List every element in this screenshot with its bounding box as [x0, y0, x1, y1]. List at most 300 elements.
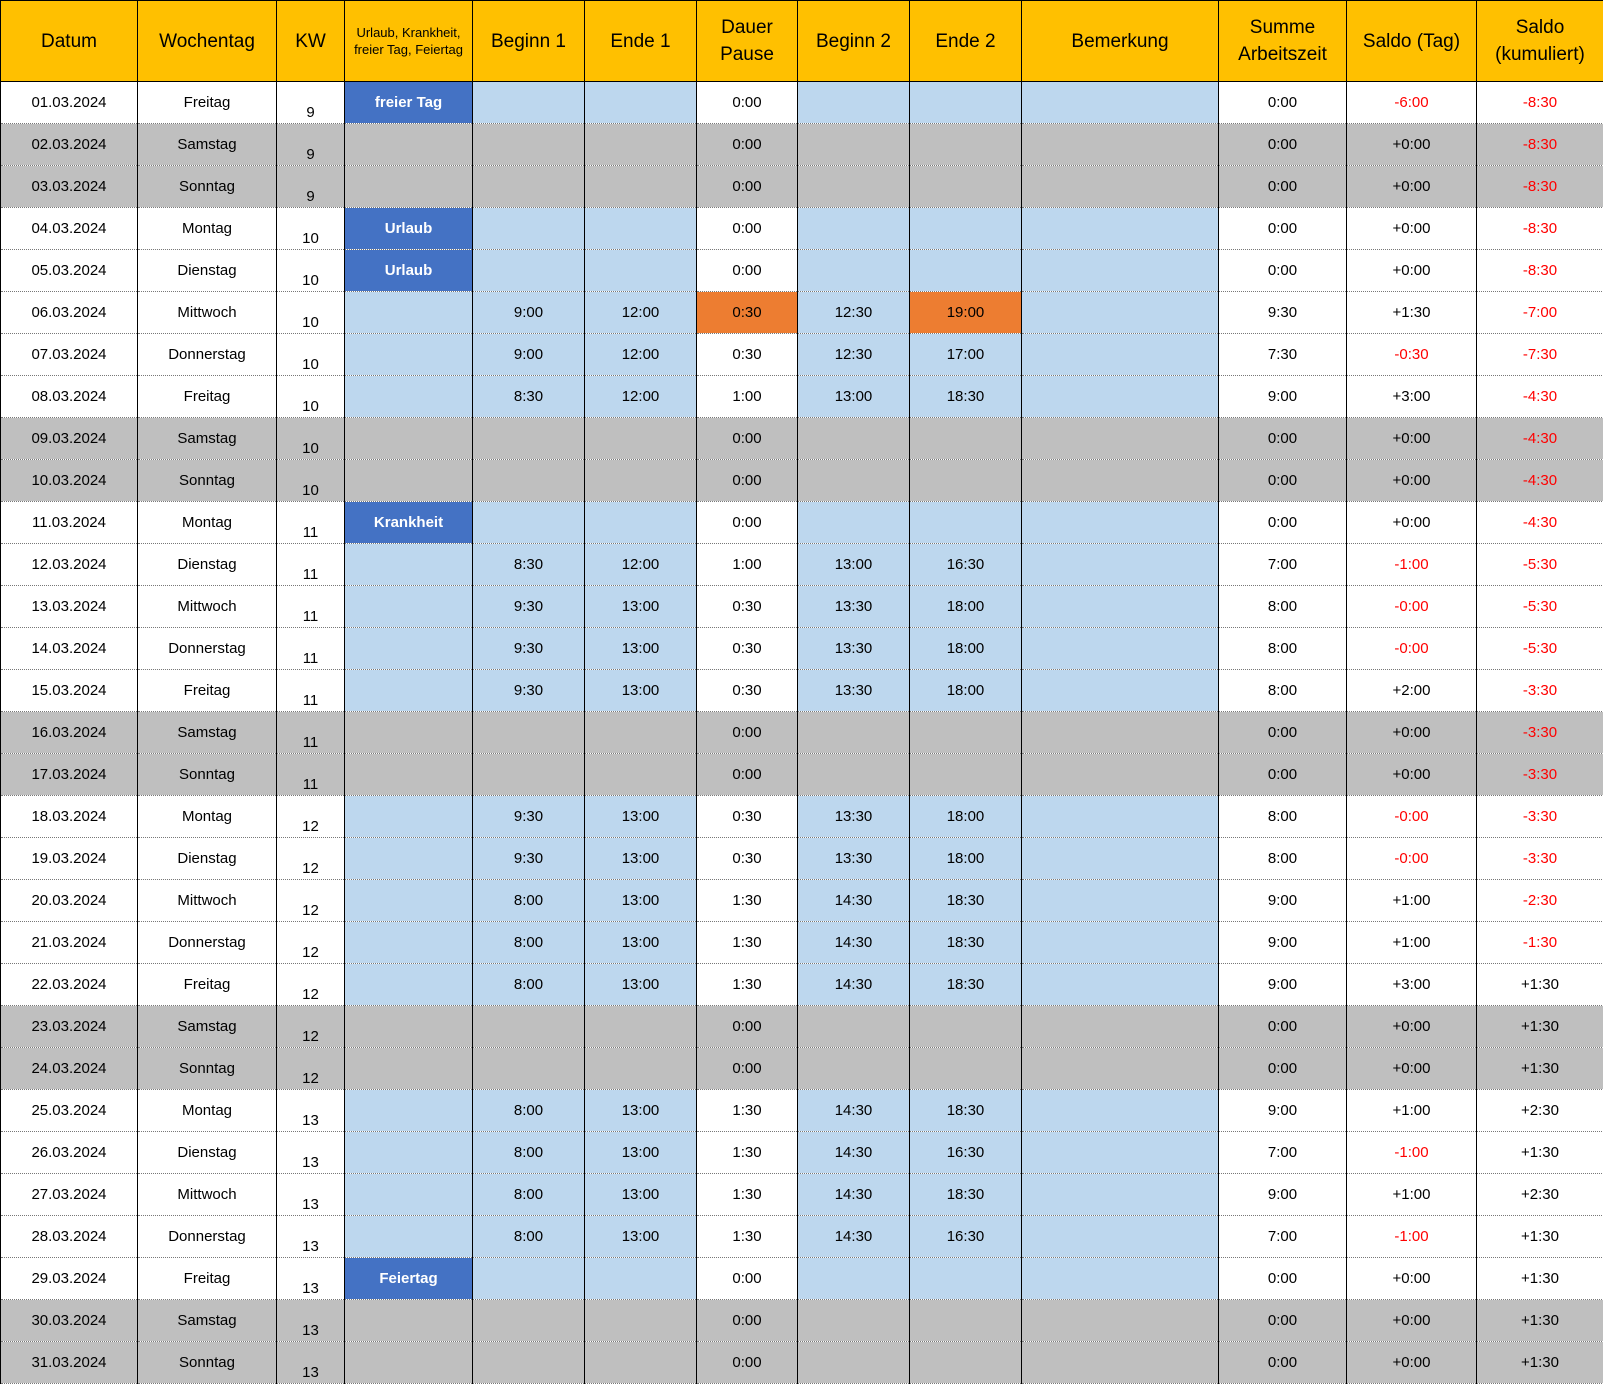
cell-bemerkung[interactable]	[1022, 1174, 1219, 1216]
cell-absence-type[interactable]	[345, 1006, 473, 1048]
header-ende-1[interactable]: Ende 1	[585, 1, 697, 82]
cell-ende-1[interactable]	[585, 712, 697, 754]
cell-ende-1[interactable]	[585, 166, 697, 208]
cell-datum[interactable]: 11.03.2024	[1, 502, 138, 544]
cell-beginn-1[interactable]: 9:30	[473, 796, 585, 838]
cell-beginn-2[interactable]: 14:30	[798, 922, 910, 964]
cell-beginn-1[interactable]	[473, 208, 585, 250]
cell-wochentag[interactable]: Freitag	[138, 376, 277, 418]
cell-absence-type[interactable]: Krankheit	[345, 502, 473, 544]
cell-saldo-kumuliert[interactable]: -3:30	[1477, 712, 1603, 754]
cell-kw[interactable]: 10	[277, 460, 345, 502]
cell-ende-2[interactable]	[910, 1048, 1022, 1090]
cell-ende-1[interactable]: 13:00	[585, 670, 697, 712]
cell-datum[interactable]: 21.03.2024	[1, 922, 138, 964]
cell-datum[interactable]: 01.03.2024	[1, 82, 138, 124]
cell-datum[interactable]: 12.03.2024	[1, 544, 138, 586]
cell-beginn-1[interactable]: 8:00	[473, 1174, 585, 1216]
cell-absence-type[interactable]	[345, 1300, 473, 1342]
cell-summe-arbeitszeit[interactable]: 0:00	[1219, 166, 1347, 208]
cell-absence-type[interactable]	[345, 544, 473, 586]
cell-kw[interactable]: 9	[277, 124, 345, 166]
cell-kw[interactable]: 12	[277, 796, 345, 838]
cell-dauer-pause[interactable]: 1:30	[697, 922, 798, 964]
cell-summe-arbeitszeit[interactable]: 0:00	[1219, 1300, 1347, 1342]
cell-ende-2[interactable]	[910, 1006, 1022, 1048]
header-datum[interactable]: Datum	[1, 1, 138, 82]
cell-wochentag[interactable]: Montag	[138, 502, 277, 544]
cell-kw[interactable]: 11	[277, 754, 345, 796]
cell-wochentag[interactable]: Donnerstag	[138, 922, 277, 964]
cell-datum[interactable]: 03.03.2024	[1, 166, 138, 208]
cell-beginn-2[interactable]	[798, 1258, 910, 1300]
cell-ende-1[interactable]	[585, 250, 697, 292]
cell-bemerkung[interactable]	[1022, 670, 1219, 712]
cell-beginn-2[interactable]: 14:30	[798, 880, 910, 922]
cell-kw[interactable]: 12	[277, 838, 345, 880]
cell-bemerkung[interactable]	[1022, 1216, 1219, 1258]
cell-dauer-pause[interactable]: 1:00	[697, 376, 798, 418]
cell-ende-2[interactable]	[910, 250, 1022, 292]
cell-ende-2[interactable]: 16:30	[910, 1132, 1022, 1174]
cell-absence-type[interactable]	[345, 880, 473, 922]
cell-beginn-1[interactable]: 9:30	[473, 628, 585, 670]
cell-summe-arbeitszeit[interactable]: 9:00	[1219, 922, 1347, 964]
cell-beginn-1[interactable]	[473, 1006, 585, 1048]
cell-saldo-kumuliert[interactable]: -2:30	[1477, 880, 1603, 922]
cell-wochentag[interactable]: Montag	[138, 208, 277, 250]
cell-ende-1[interactable]	[585, 1006, 697, 1048]
cell-bemerkung[interactable]	[1022, 922, 1219, 964]
cell-saldo-tag[interactable]: +1:00	[1347, 880, 1477, 922]
cell-beginn-2[interactable]: 13:30	[798, 796, 910, 838]
cell-datum[interactable]: 13.03.2024	[1, 586, 138, 628]
cell-summe-arbeitszeit[interactable]: 0:00	[1219, 754, 1347, 796]
header-saldo-kumuliert[interactable]: Saldo (kumuliert)	[1477, 1, 1603, 82]
header-summe-arbeitszeit[interactable]: Summe Arbeitszeit	[1219, 1, 1347, 82]
cell-bemerkung[interactable]	[1022, 166, 1219, 208]
cell-saldo-kumuliert[interactable]: -4:30	[1477, 418, 1603, 460]
cell-summe-arbeitszeit[interactable]: 0:00	[1219, 208, 1347, 250]
cell-ende-2[interactable]: 19:00	[910, 292, 1022, 334]
cell-beginn-1[interactable]	[473, 502, 585, 544]
cell-kw[interactable]: 10	[277, 292, 345, 334]
cell-wochentag[interactable]: Mittwoch	[138, 586, 277, 628]
cell-saldo-kumuliert[interactable]: -8:30	[1477, 250, 1603, 292]
cell-kw[interactable]: 11	[277, 586, 345, 628]
cell-saldo-tag[interactable]: +0:00	[1347, 460, 1477, 502]
cell-saldo-tag[interactable]: -0:00	[1347, 796, 1477, 838]
cell-bemerkung[interactable]	[1022, 460, 1219, 502]
cell-summe-arbeitszeit[interactable]: 0:00	[1219, 82, 1347, 124]
cell-absence-type[interactable]	[345, 376, 473, 418]
cell-ende-2[interactable]: 18:00	[910, 586, 1022, 628]
cell-saldo-kumuliert[interactable]: -3:30	[1477, 838, 1603, 880]
cell-ende-1[interactable]	[585, 208, 697, 250]
cell-beginn-2[interactable]	[798, 1300, 910, 1342]
cell-ende-1[interactable]	[585, 1342, 697, 1384]
cell-wochentag[interactable]: Sonntag	[138, 460, 277, 502]
cell-ende-1[interactable]: 13:00	[585, 586, 697, 628]
cell-saldo-kumuliert[interactable]: -3:30	[1477, 754, 1603, 796]
cell-dauer-pause[interactable]: 0:00	[697, 1006, 798, 1048]
cell-saldo-kumuliert[interactable]: -8:30	[1477, 208, 1603, 250]
cell-dauer-pause[interactable]: 0:00	[697, 418, 798, 460]
cell-datum[interactable]: 30.03.2024	[1, 1300, 138, 1342]
cell-dauer-pause[interactable]: 0:00	[697, 712, 798, 754]
cell-absence-type[interactable]	[345, 712, 473, 754]
cell-summe-arbeitszeit[interactable]: 9:00	[1219, 880, 1347, 922]
cell-wochentag[interactable]: Freitag	[138, 670, 277, 712]
cell-saldo-kumuliert[interactable]: +1:30	[1477, 1300, 1603, 1342]
cell-saldo-kumuliert[interactable]: +1:30	[1477, 964, 1603, 1006]
cell-saldo-kumuliert[interactable]: -8:30	[1477, 166, 1603, 208]
cell-ende-2[interactable]: 18:30	[910, 922, 1022, 964]
cell-datum[interactable]: 17.03.2024	[1, 754, 138, 796]
cell-wochentag[interactable]: Freitag	[138, 82, 277, 124]
cell-bemerkung[interactable]	[1022, 208, 1219, 250]
cell-ende-1[interactable]: 12:00	[585, 376, 697, 418]
cell-kw[interactable]: 13	[277, 1132, 345, 1174]
cell-saldo-tag[interactable]: -0:00	[1347, 628, 1477, 670]
cell-saldo-kumuliert[interactable]: -5:30	[1477, 544, 1603, 586]
cell-beginn-1[interactable]: 8:00	[473, 964, 585, 1006]
cell-ende-2[interactable]	[910, 1300, 1022, 1342]
cell-summe-arbeitszeit[interactable]: 8:00	[1219, 586, 1347, 628]
cell-datum[interactable]: 06.03.2024	[1, 292, 138, 334]
cell-ende-2[interactable]	[910, 754, 1022, 796]
header-bemerkung[interactable]: Bemerkung	[1022, 1, 1219, 82]
cell-datum[interactable]: 31.03.2024	[1, 1342, 138, 1384]
cell-dauer-pause[interactable]: 0:30	[697, 838, 798, 880]
cell-summe-arbeitszeit[interactable]: 0:00	[1219, 1342, 1347, 1384]
cell-wochentag[interactable]: Mittwoch	[138, 1174, 277, 1216]
cell-ende-1[interactable]	[585, 460, 697, 502]
cell-absence-type[interactable]	[345, 418, 473, 460]
cell-kw[interactable]: 13	[277, 1216, 345, 1258]
cell-bemerkung[interactable]	[1022, 628, 1219, 670]
cell-ende-1[interactable]	[585, 754, 697, 796]
cell-beginn-1[interactable]	[473, 1048, 585, 1090]
cell-dauer-pause[interactable]: 0:00	[697, 82, 798, 124]
cell-summe-arbeitszeit[interactable]: 7:00	[1219, 1132, 1347, 1174]
cell-saldo-tag[interactable]: +0:00	[1347, 1300, 1477, 1342]
cell-beginn-1[interactable]: 9:30	[473, 838, 585, 880]
cell-datum[interactable]: 23.03.2024	[1, 1006, 138, 1048]
cell-ende-2[interactable]: 18:30	[910, 880, 1022, 922]
cell-saldo-tag[interactable]: +0:00	[1347, 418, 1477, 460]
cell-wochentag[interactable]: Samstag	[138, 712, 277, 754]
cell-beginn-2[interactable]: 14:30	[798, 1216, 910, 1258]
cell-beginn-1[interactable]	[473, 82, 585, 124]
cell-beginn-1[interactable]: 9:00	[473, 334, 585, 376]
cell-bemerkung[interactable]	[1022, 124, 1219, 166]
cell-bemerkung[interactable]	[1022, 754, 1219, 796]
cell-bemerkung[interactable]	[1022, 796, 1219, 838]
cell-beginn-2[interactable]	[798, 124, 910, 166]
cell-ende-1[interactable]: 13:00	[585, 628, 697, 670]
cell-ende-1[interactable]	[585, 502, 697, 544]
cell-absence-type[interactable]	[345, 754, 473, 796]
cell-beginn-1[interactable]	[473, 250, 585, 292]
cell-beginn-1[interactable]	[473, 754, 585, 796]
cell-bemerkung[interactable]	[1022, 82, 1219, 124]
cell-bemerkung[interactable]	[1022, 1258, 1219, 1300]
cell-summe-arbeitszeit[interactable]: 0:00	[1219, 460, 1347, 502]
cell-saldo-tag[interactable]: +1:00	[1347, 1174, 1477, 1216]
cell-beginn-1[interactable]: 8:00	[473, 880, 585, 922]
cell-dauer-pause[interactable]: 0:00	[697, 754, 798, 796]
cell-saldo-tag[interactable]: -0:30	[1347, 334, 1477, 376]
cell-dauer-pause[interactable]: 0:00	[697, 1342, 798, 1384]
cell-bemerkung[interactable]	[1022, 1342, 1219, 1384]
cell-absence-type[interactable]	[345, 796, 473, 838]
cell-absence-type[interactable]	[345, 838, 473, 880]
cell-ende-2[interactable]: 18:30	[910, 964, 1022, 1006]
cell-beginn-1[interactable]	[473, 418, 585, 460]
cell-beginn-1[interactable]: 9:00	[473, 292, 585, 334]
cell-kw[interactable]: 12	[277, 922, 345, 964]
cell-saldo-kumuliert[interactable]: -5:30	[1477, 628, 1603, 670]
cell-beginn-2[interactable]: 13:00	[798, 376, 910, 418]
cell-ende-2[interactable]	[910, 82, 1022, 124]
cell-dauer-pause[interactable]: 0:30	[697, 334, 798, 376]
cell-kw[interactable]: 12	[277, 1048, 345, 1090]
header-ende-2[interactable]: Ende 2	[910, 1, 1022, 82]
cell-ende-2[interactable]: 18:00	[910, 628, 1022, 670]
cell-wochentag[interactable]: Donnerstag	[138, 628, 277, 670]
cell-wochentag[interactable]: Freitag	[138, 1258, 277, 1300]
cell-dauer-pause[interactable]: 1:30	[697, 1174, 798, 1216]
cell-beginn-2[interactable]	[798, 418, 910, 460]
cell-datum[interactable]: 10.03.2024	[1, 460, 138, 502]
cell-beginn-2[interactable]	[798, 460, 910, 502]
cell-ende-2[interactable]: 17:00	[910, 334, 1022, 376]
cell-kw[interactable]: 13	[277, 1174, 345, 1216]
cell-beginn-1[interactable]	[473, 1258, 585, 1300]
cell-beginn-1[interactable]: 9:30	[473, 670, 585, 712]
cell-kw[interactable]: 11	[277, 670, 345, 712]
cell-wochentag[interactable]: Mittwoch	[138, 880, 277, 922]
cell-bemerkung[interactable]	[1022, 1048, 1219, 1090]
cell-wochentag[interactable]: Dienstag	[138, 544, 277, 586]
header-beginn-2[interactable]: Beginn 2	[798, 1, 910, 82]
cell-ende-2[interactable]: 16:30	[910, 1216, 1022, 1258]
cell-ende-1[interactable]: 12:00	[585, 334, 697, 376]
header-absence-type[interactable]: Urlaub, Krankheit, freier Tag, Feiertag	[345, 1, 473, 82]
cell-kw[interactable]: 10	[277, 250, 345, 292]
cell-datum[interactable]: 20.03.2024	[1, 880, 138, 922]
cell-datum[interactable]: 18.03.2024	[1, 796, 138, 838]
cell-wochentag[interactable]: Donnerstag	[138, 1216, 277, 1258]
cell-ende-2[interactable]	[910, 712, 1022, 754]
cell-kw[interactable]: 11	[277, 544, 345, 586]
cell-wochentag[interactable]: Sonntag	[138, 1342, 277, 1384]
cell-ende-2[interactable]: 18:30	[910, 376, 1022, 418]
cell-beginn-2[interactable]: 13:30	[798, 670, 910, 712]
cell-bemerkung[interactable]	[1022, 250, 1219, 292]
cell-summe-arbeitszeit[interactable]: 7:00	[1219, 544, 1347, 586]
cell-absence-type[interactable]	[345, 922, 473, 964]
cell-saldo-tag[interactable]: +1:00	[1347, 922, 1477, 964]
cell-summe-arbeitszeit[interactable]: 0:00	[1219, 502, 1347, 544]
cell-beginn-1[interactable]: 8:00	[473, 1132, 585, 1174]
cell-beginn-2[interactable]: 13:30	[798, 628, 910, 670]
cell-kw[interactable]: 13	[277, 1090, 345, 1132]
cell-kw[interactable]: 11	[277, 712, 345, 754]
cell-kw[interactable]: 13	[277, 1342, 345, 1384]
cell-bemerkung[interactable]	[1022, 292, 1219, 334]
cell-datum[interactable]: 19.03.2024	[1, 838, 138, 880]
cell-saldo-tag[interactable]: +0:00	[1347, 754, 1477, 796]
cell-ende-2[interactable]: 18:30	[910, 1174, 1022, 1216]
cell-beginn-1[interactable]: 8:00	[473, 1216, 585, 1258]
cell-bemerkung[interactable]	[1022, 838, 1219, 880]
cell-saldo-tag[interactable]: +1:00	[1347, 1090, 1477, 1132]
cell-absence-type[interactable]	[345, 334, 473, 376]
cell-summe-arbeitszeit[interactable]: 8:00	[1219, 796, 1347, 838]
cell-ende-1[interactable]	[585, 1258, 697, 1300]
cell-ende-1[interactable]: 13:00	[585, 964, 697, 1006]
cell-datum[interactable]: 22.03.2024	[1, 964, 138, 1006]
cell-saldo-kumuliert[interactable]: +1:30	[1477, 1006, 1603, 1048]
cell-dauer-pause[interactable]: 0:00	[697, 460, 798, 502]
cell-dauer-pause[interactable]: 1:30	[697, 1090, 798, 1132]
cell-ende-2[interactable]: 18:30	[910, 1090, 1022, 1132]
cell-dauer-pause[interactable]: 1:00	[697, 544, 798, 586]
cell-absence-type[interactable]	[345, 124, 473, 166]
cell-ende-2[interactable]	[910, 208, 1022, 250]
cell-kw[interactable]: 11	[277, 628, 345, 670]
cell-kw[interactable]: 10	[277, 418, 345, 460]
cell-dauer-pause[interactable]: 0:30	[697, 670, 798, 712]
cell-ende-2[interactable]: 18:00	[910, 796, 1022, 838]
cell-wochentag[interactable]: Samstag	[138, 124, 277, 166]
cell-datum[interactable]: 16.03.2024	[1, 712, 138, 754]
cell-saldo-tag[interactable]: +0:00	[1347, 250, 1477, 292]
cell-beginn-2[interactable]: 14:30	[798, 1174, 910, 1216]
cell-beginn-2[interactable]	[798, 82, 910, 124]
cell-beginn-2[interactable]: 12:30	[798, 292, 910, 334]
cell-datum[interactable]: 24.03.2024	[1, 1048, 138, 1090]
cell-absence-type[interactable]	[345, 166, 473, 208]
cell-bemerkung[interactable]	[1022, 502, 1219, 544]
cell-saldo-tag[interactable]: -6:00	[1347, 82, 1477, 124]
cell-wochentag[interactable]: Samstag	[138, 418, 277, 460]
cell-dauer-pause[interactable]: 1:30	[697, 1132, 798, 1174]
cell-ende-2[interactable]	[910, 124, 1022, 166]
cell-summe-arbeitszeit[interactable]: 9:00	[1219, 1174, 1347, 1216]
cell-bemerkung[interactable]	[1022, 1006, 1219, 1048]
cell-saldo-kumuliert[interactable]: +1:30	[1477, 1048, 1603, 1090]
cell-wochentag[interactable]: Sonntag	[138, 1048, 277, 1090]
cell-saldo-kumuliert[interactable]: -5:30	[1477, 586, 1603, 628]
header-kw[interactable]: KW	[277, 1, 345, 82]
cell-saldo-tag[interactable]: +0:00	[1347, 166, 1477, 208]
cell-absence-type[interactable]: Urlaub	[345, 250, 473, 292]
cell-saldo-kumuliert[interactable]: -1:30	[1477, 922, 1603, 964]
cell-summe-arbeitszeit[interactable]: 9:00	[1219, 376, 1347, 418]
cell-beginn-2[interactable]	[798, 1048, 910, 1090]
cell-ende-1[interactable]: 13:00	[585, 1132, 697, 1174]
cell-bemerkung[interactable]	[1022, 544, 1219, 586]
cell-saldo-tag[interactable]: +0:00	[1347, 502, 1477, 544]
cell-absence-type[interactable]	[345, 1048, 473, 1090]
cell-beginn-2[interactable]: 14:30	[798, 1090, 910, 1132]
cell-saldo-tag[interactable]: +0:00	[1347, 1006, 1477, 1048]
cell-beginn-1[interactable]	[473, 166, 585, 208]
cell-absence-type[interactable]	[345, 628, 473, 670]
cell-wochentag[interactable]: Mittwoch	[138, 292, 277, 334]
header-wochentag[interactable]: Wochentag	[138, 1, 277, 82]
header-dauer-pause[interactable]: Dauer Pause	[697, 1, 798, 82]
cell-summe-arbeitszeit[interactable]: 9:00	[1219, 1090, 1347, 1132]
cell-summe-arbeitszeit[interactable]: 0:00	[1219, 1258, 1347, 1300]
cell-saldo-kumuliert[interactable]: -7:00	[1477, 292, 1603, 334]
cell-saldo-kumuliert[interactable]: -4:30	[1477, 502, 1603, 544]
cell-beginn-2[interactable]: 13:30	[798, 586, 910, 628]
cell-kw[interactable]: 10	[277, 208, 345, 250]
cell-ende-1[interactable]	[585, 1300, 697, 1342]
cell-saldo-tag[interactable]: +2:00	[1347, 670, 1477, 712]
cell-ende-1[interactable]	[585, 1048, 697, 1090]
cell-dauer-pause[interactable]: 0:00	[697, 166, 798, 208]
cell-ende-2[interactable]: 16:30	[910, 544, 1022, 586]
cell-summe-arbeitszeit[interactable]: 0:00	[1219, 250, 1347, 292]
cell-saldo-kumuliert[interactable]: -3:30	[1477, 796, 1603, 838]
cell-datum[interactable]: 27.03.2024	[1, 1174, 138, 1216]
cell-saldo-kumuliert[interactable]: -8:30	[1477, 124, 1603, 166]
cell-bemerkung[interactable]	[1022, 1300, 1219, 1342]
cell-kw[interactable]: 10	[277, 334, 345, 376]
cell-beginn-1[interactable]: 8:00	[473, 922, 585, 964]
cell-beginn-1[interactable]: 8:30	[473, 376, 585, 418]
cell-summe-arbeitszeit[interactable]: 0:00	[1219, 124, 1347, 166]
cell-summe-arbeitszeit[interactable]: 8:00	[1219, 670, 1347, 712]
cell-bemerkung[interactable]	[1022, 1132, 1219, 1174]
cell-ende-2[interactable]: 18:00	[910, 670, 1022, 712]
cell-saldo-kumuliert[interactable]: +1:30	[1477, 1132, 1603, 1174]
cell-kw[interactable]: 12	[277, 964, 345, 1006]
cell-summe-arbeitszeit[interactable]: 0:00	[1219, 712, 1347, 754]
cell-absence-type[interactable]	[345, 1216, 473, 1258]
cell-beginn-1[interactable]	[473, 124, 585, 166]
cell-bemerkung[interactable]	[1022, 586, 1219, 628]
cell-ende-1[interactable]: 13:00	[585, 796, 697, 838]
cell-saldo-tag[interactable]: +3:00	[1347, 964, 1477, 1006]
cell-ende-1[interactable]: 13:00	[585, 880, 697, 922]
cell-saldo-kumuliert[interactable]: +2:30	[1477, 1174, 1603, 1216]
cell-absence-type[interactable]	[345, 1090, 473, 1132]
cell-beginn-1[interactable]	[473, 712, 585, 754]
cell-ende-1[interactable]	[585, 82, 697, 124]
cell-datum[interactable]: 26.03.2024	[1, 1132, 138, 1174]
cell-ende-2[interactable]	[910, 502, 1022, 544]
cell-datum[interactable]: 05.03.2024	[1, 250, 138, 292]
cell-saldo-kumuliert[interactable]: -4:30	[1477, 376, 1603, 418]
cell-datum[interactable]: 25.03.2024	[1, 1090, 138, 1132]
cell-saldo-tag[interactable]: -0:00	[1347, 586, 1477, 628]
cell-wochentag[interactable]: Dienstag	[138, 250, 277, 292]
cell-saldo-kumuliert[interactable]: -8:30	[1477, 82, 1603, 124]
cell-absence-type[interactable]	[345, 586, 473, 628]
cell-beginn-1[interactable]: 8:30	[473, 544, 585, 586]
cell-datum[interactable]: 08.03.2024	[1, 376, 138, 418]
cell-absence-type[interactable]: Urlaub	[345, 208, 473, 250]
cell-beginn-1[interactable]	[473, 460, 585, 502]
cell-saldo-tag[interactable]: -0:00	[1347, 838, 1477, 880]
cell-saldo-tag[interactable]: +0:00	[1347, 208, 1477, 250]
